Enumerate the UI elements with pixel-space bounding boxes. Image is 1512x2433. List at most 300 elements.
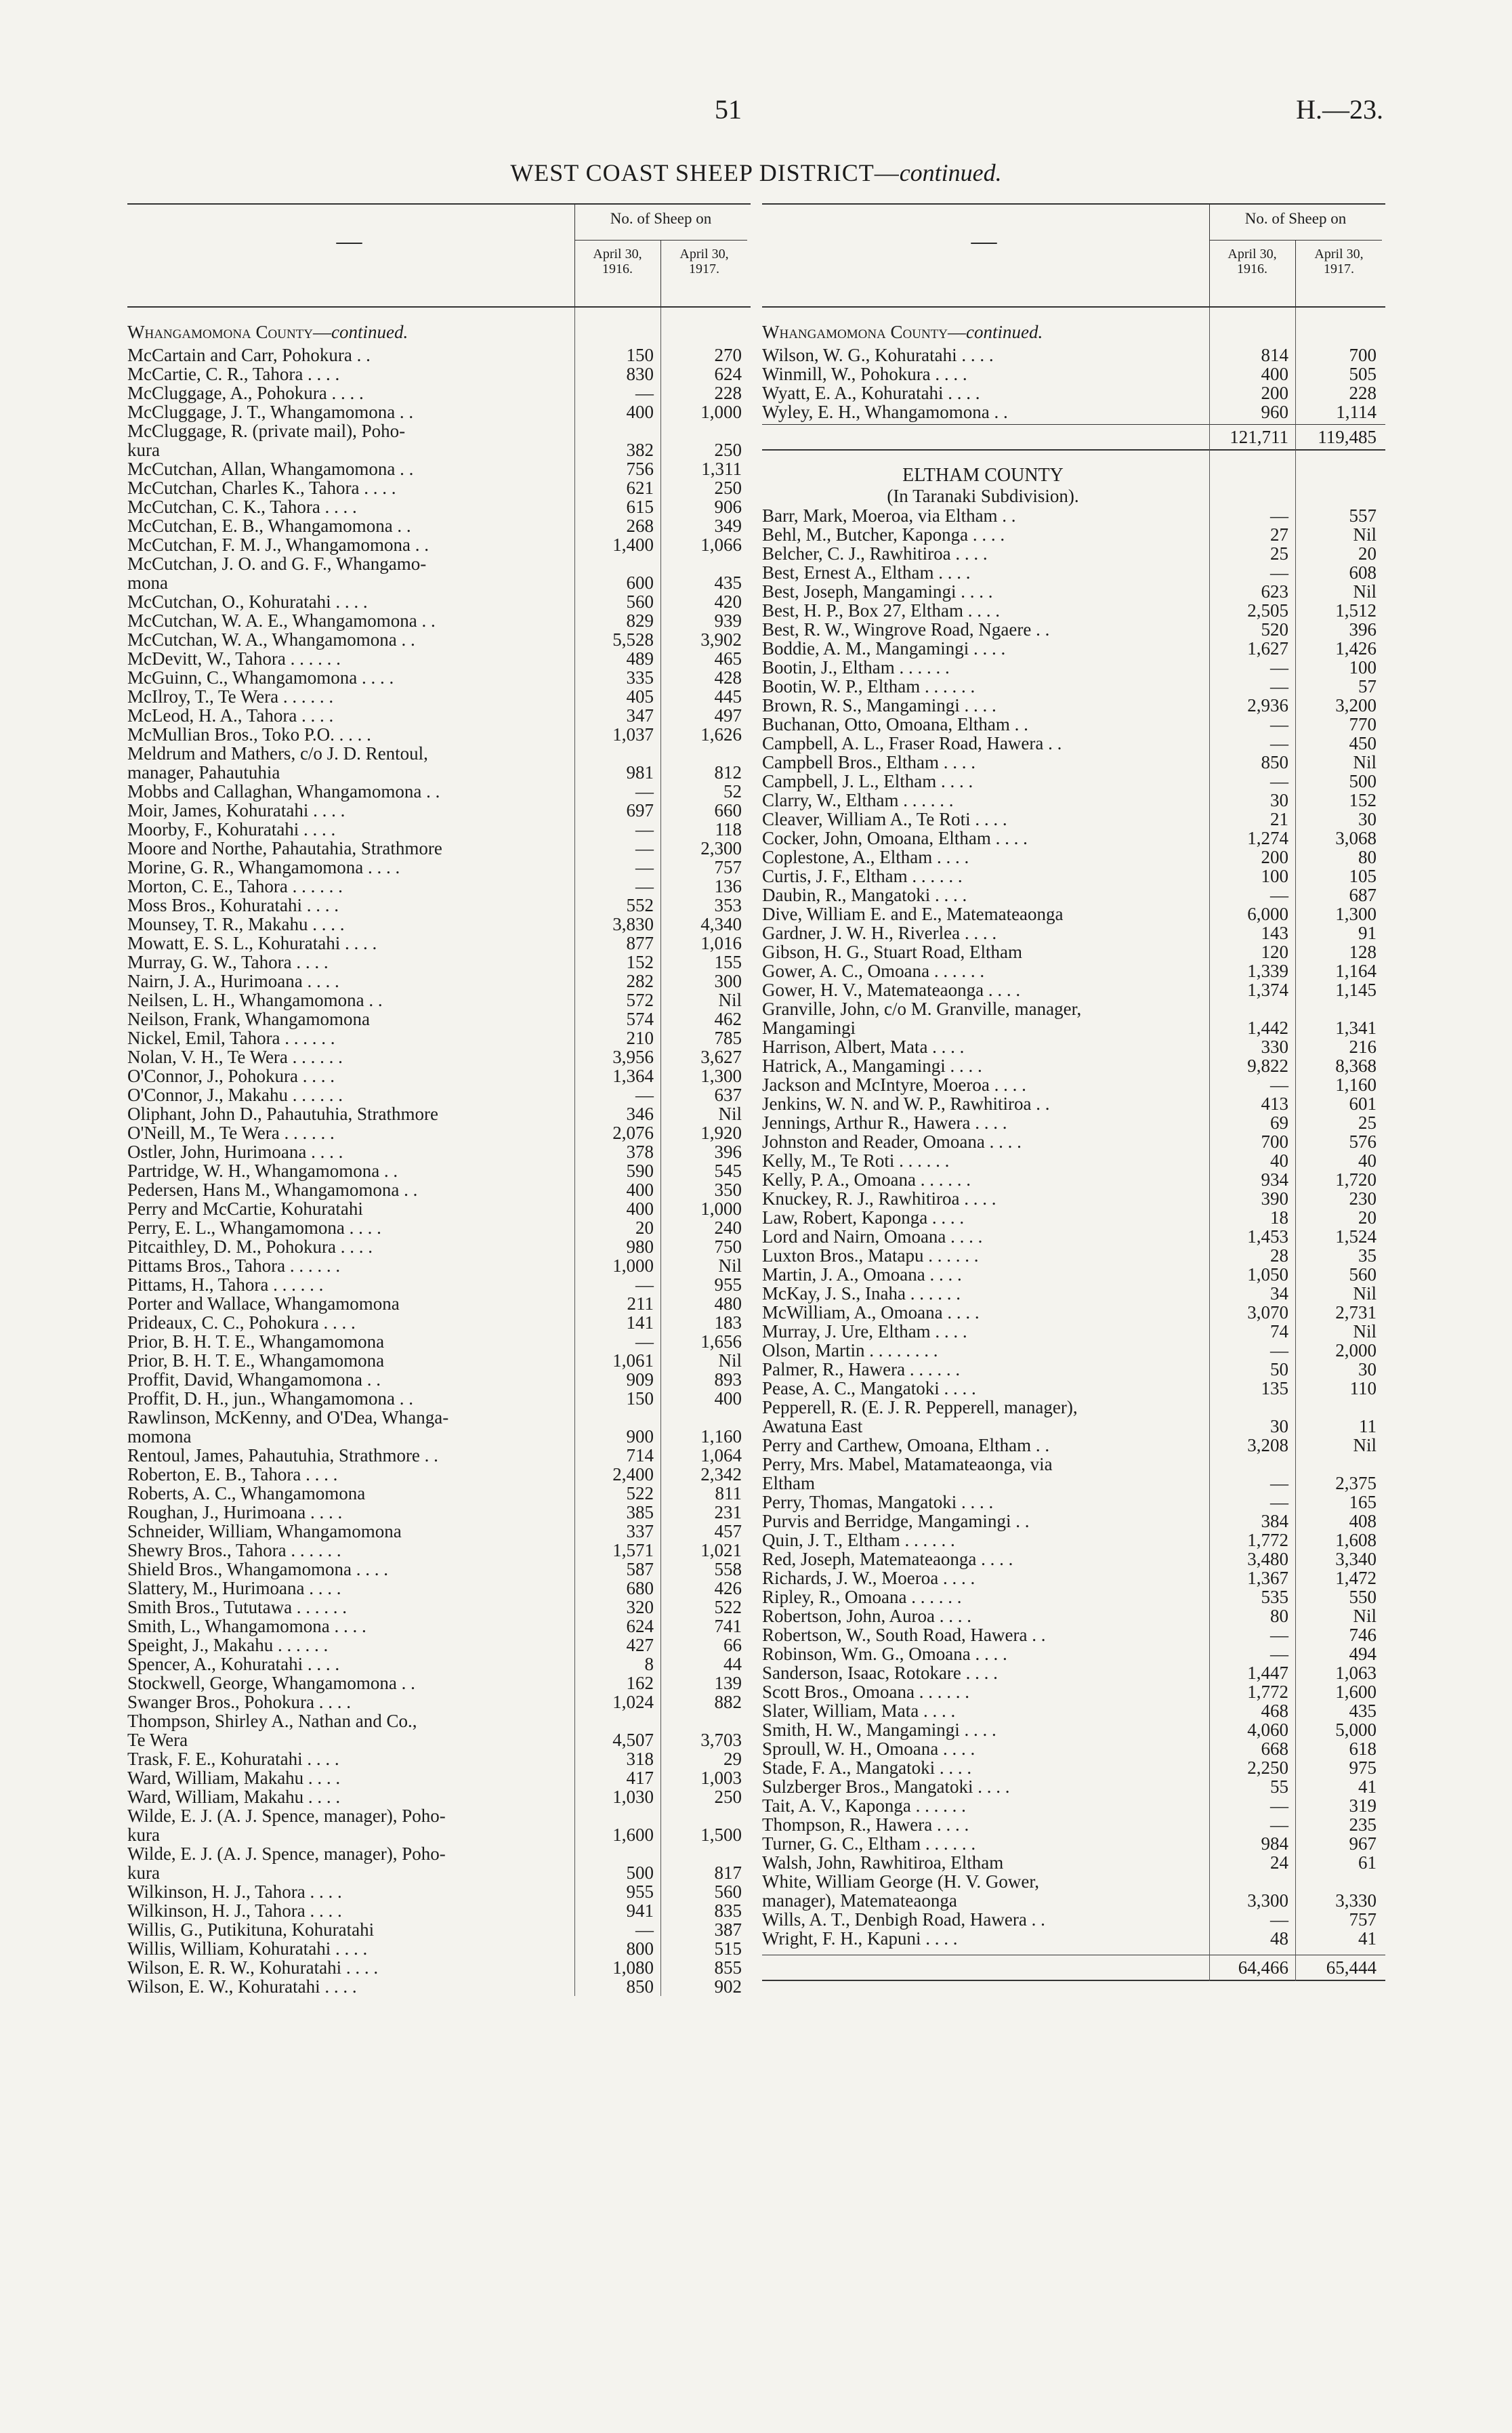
row-1917: 1,064	[700, 1445, 742, 1465]
row-name: Johnston and Reader, Omoana . . . .	[762, 1131, 1022, 1152]
row-1917: 967	[1349, 1833, 1377, 1854]
row-1916: 623	[1261, 581, 1288, 602]
table-row	[127, 1104, 751, 1123]
document-reference: H.—23.	[1296, 94, 1383, 125]
row-1916: 413	[1261, 1094, 1288, 1114]
row-1916: 385	[626, 1502, 654, 1522]
table-row	[127, 1844, 751, 1882]
table-row	[127, 1066, 751, 1085]
table-row	[127, 630, 751, 649]
row-name: McCutchan, E. B., Whangamomona . .	[127, 516, 411, 536]
row-1916: 400	[626, 1180, 654, 1200]
row-1917: 545	[714, 1161, 742, 1181]
row-name: Kelly, M., Te Roti . . . . . .	[762, 1150, 950, 1171]
row-1916: 489	[626, 648, 654, 669]
table-row	[127, 1465, 751, 1484]
row-1917: 435	[714, 573, 742, 593]
table-row	[127, 1749, 751, 1768]
table-row	[762, 1322, 1385, 1341]
row-name: Porter and Wallace, Whangamomona	[127, 1293, 400, 1314]
table-row	[127, 915, 751, 934]
row-1916: 1,050	[1247, 1264, 1288, 1285]
row-1916: —	[1270, 1625, 1288, 1645]
row-name: Slater, William, Mata . . . .	[762, 1701, 956, 1721]
table-row	[127, 346, 751, 365]
row-1916: 200	[1261, 847, 1288, 867]
row-name: Perry and McCartie, Kohuratahi	[127, 1199, 363, 1219]
table-row	[127, 1010, 751, 1028]
row-1917: 155	[714, 952, 742, 972]
row-1916: —	[1270, 714, 1288, 734]
row-1916: 1,400	[612, 535, 654, 555]
row-name: Prior, B. H. T. E., Whangamomona	[127, 1350, 385, 1371]
total-1917: 119,485	[1318, 427, 1377, 447]
row-1917: 396	[1349, 619, 1377, 640]
row-1916: 1,772	[1247, 1682, 1288, 1702]
row-1916: 143	[1261, 923, 1288, 943]
table-row	[762, 1113, 1385, 1132]
row-name: Mowatt, E. S. L., Kohuratahi . . . .	[127, 933, 377, 953]
table-row	[127, 478, 751, 497]
section-name: Whangamomona County—	[762, 322, 967, 342]
row-1916: 6,000	[1247, 904, 1288, 924]
row-1916: 1,453	[1247, 1226, 1288, 1247]
table-row	[762, 829, 1385, 848]
row-name: Pedersen, Hans M., Whangamomona . .	[127, 1180, 418, 1200]
row-1916: 1,772	[1247, 1530, 1288, 1550]
table-row	[762, 1815, 1385, 1834]
row-name: McCartain and Carr, Pohokura . .	[127, 345, 371, 365]
table-row	[762, 1550, 1385, 1568]
row-name: McCutchan, O., Kohuratahi . . . .	[127, 591, 368, 612]
row-1916: —	[635, 857, 654, 877]
row-1917: 811	[715, 1483, 742, 1503]
row-1916: 382	[626, 440, 654, 460]
row-1916: 337	[626, 1521, 654, 1541]
row-1916: —	[1270, 1492, 1288, 1512]
row-name: Brown, R. S., Mangamingi . . . .	[762, 695, 996, 715]
row-1916: 400	[626, 1199, 654, 1219]
row-name: McLeod, H. A., Tahora . . . .	[127, 705, 334, 726]
row-1916: —	[1270, 505, 1288, 526]
table-row	[762, 1303, 1385, 1322]
table-row	[762, 346, 1385, 365]
row-1916: 1,000	[612, 1255, 654, 1276]
row-name: Shewry Bros., Tahora . . . . . .	[127, 1540, 341, 1560]
table-row	[127, 1579, 751, 1598]
row-1917: 1,164	[1335, 961, 1377, 981]
row-1917: 608	[1349, 562, 1377, 583]
row-1916: 1,571	[612, 1540, 654, 1560]
row-name: Curtis, J. F., Eltham . . . . . .	[762, 866, 963, 886]
row-1917: 426	[714, 1578, 742, 1598]
table-row	[762, 1872, 1385, 1910]
table-row	[127, 1199, 751, 1218]
row-name: Bootin, J., Eltham . . . . . .	[762, 657, 950, 678]
row-1916: 615	[626, 497, 654, 517]
row-1916: 2,936	[1247, 695, 1288, 715]
row-1917: 1,016	[700, 933, 742, 953]
table-row	[127, 1503, 751, 1522]
row-1917: 3,703	[700, 1730, 742, 1750]
row-1916: 400	[1261, 364, 1288, 384]
row-name: Proffit, D. H., jun., Whangamomona . .	[127, 1388, 413, 1409]
table-row	[127, 1901, 751, 1920]
row-1917: 855	[714, 1957, 742, 1978]
row-1916: 34	[1270, 1283, 1288, 1304]
row-name: O'Neill, M., Te Wera . . . . . .	[127, 1123, 335, 1143]
row-1917: 250	[714, 1787, 742, 1807]
row-1917: 497	[714, 705, 742, 726]
row-1916: 552	[626, 895, 654, 915]
row-1917: 2,342	[700, 1464, 742, 1484]
row-name: McCutchan, W. A. E., Whangamomona . .	[127, 610, 436, 631]
row-1916: 3,830	[612, 914, 654, 934]
row-1917: 240	[714, 1218, 742, 1238]
row-1916: 80	[1270, 1606, 1288, 1626]
row-name: Sproull, W. H., Omoana . . . .	[762, 1739, 975, 1759]
row-1916: —	[1270, 1644, 1288, 1664]
row-1916: 535	[1261, 1587, 1288, 1607]
row-name: Best, H. P., Box 27, Eltham . . . .	[762, 600, 1001, 621]
row-1917: 228	[1349, 383, 1377, 403]
row-1916: 30	[1270, 1416, 1288, 1436]
row-1916: 3,956	[612, 1047, 654, 1067]
row-1917: 462	[714, 1009, 742, 1029]
row-name: Purvis and Berridge, Mangamingi . .	[762, 1511, 1030, 1531]
row-name: McCutchan, W. A., Whangamomona . .	[127, 629, 415, 650]
left-rows	[127, 346, 751, 1996]
row-1916: 120	[1261, 942, 1288, 962]
table-row	[762, 904, 1385, 923]
row-1916: 1,037	[612, 724, 654, 745]
table-row	[127, 1598, 751, 1617]
row-1916: 574	[626, 1009, 654, 1029]
row-1917: 1,524	[1335, 1226, 1377, 1247]
row-1917: 353	[714, 895, 742, 915]
row-1916: 69	[1270, 1112, 1288, 1133]
row-1916: 621	[626, 478, 654, 498]
table-row	[127, 1408, 751, 1446]
row-1916: —	[635, 383, 654, 403]
row-1917: 136	[714, 876, 742, 896]
row-1916: 560	[626, 591, 654, 612]
row-1916: 268	[626, 516, 654, 536]
row-name: Luxton Bros., Matapu . . . . . .	[762, 1245, 979, 1266]
row-1917: 457	[714, 1521, 742, 1541]
row-name: Wyatt, E. A., Kohuratahi . . . .	[762, 383, 980, 403]
row-1916: 590	[626, 1161, 654, 1181]
row-name: Wilkinson, H. J., Tahora . . . .	[127, 1900, 342, 1921]
row-1916: 1,080	[612, 1957, 654, 1978]
row-name: Stockwell, George, Whangamomona . .	[127, 1673, 415, 1693]
row-1917: 2,000	[1335, 1340, 1377, 1360]
row-1917: 435	[1349, 1701, 1377, 1721]
table-row	[127, 1047, 751, 1066]
row-1917: 216	[1349, 1037, 1377, 1057]
row-1916: 150	[626, 345, 654, 365]
table-row	[127, 365, 751, 383]
row-1916: —	[1270, 733, 1288, 753]
header-year-1917: April 30, 1917.	[1314, 247, 1364, 276]
row-1916: 318	[626, 1749, 654, 1769]
row-name: Morton, C. E., Tahora . . . . . .	[127, 876, 343, 896]
table-row	[127, 1920, 751, 1939]
row-1916: 941	[626, 1900, 654, 1921]
row-name: McMullian Bros., Toko P.O. . . . .	[127, 724, 371, 745]
section-heading-eltham: ELTHAM COUNTY	[902, 465, 1064, 486]
table-row	[127, 782, 751, 801]
row-1917: 30	[1358, 809, 1377, 829]
row-1917: 560	[1349, 1264, 1377, 1285]
row-1916: 4,507	[612, 1730, 654, 1750]
table-row	[762, 1720, 1385, 1739]
row-1916: 680	[626, 1578, 654, 1598]
row-1917: Nil	[1353, 1321, 1377, 1342]
row-1917: 139	[714, 1673, 742, 1693]
table-row	[127, 687, 751, 706]
table-row	[762, 1455, 1385, 1493]
row-1917: 3,627	[700, 1047, 742, 1067]
table-row	[127, 1332, 751, 1351]
row-name: Dive, William E. and E., Matemateaonga	[762, 904, 1064, 924]
row-name: Slattery, M., Hurimoana . . . .	[127, 1578, 341, 1598]
row-1917: 505	[1349, 364, 1377, 384]
table-row	[762, 639, 1385, 658]
table-row	[762, 506, 1385, 525]
row-1917: Nil	[1353, 1606, 1377, 1626]
row-1917: 1,063	[1335, 1663, 1377, 1683]
table-row	[127, 1655, 751, 1673]
row-1917: 624	[714, 364, 742, 384]
row-1917: 618	[1349, 1739, 1377, 1759]
table-row	[127, 934, 751, 953]
table-row	[127, 820, 751, 839]
row-1916: 24	[1270, 1852, 1288, 1873]
row-name: Scott Bros., Omoana . . . . . .	[762, 1682, 969, 1702]
row-name: Nairn, J. A., Hurimoana . . . .	[127, 971, 339, 991]
row-1917: 550	[1349, 1587, 1377, 1607]
row-1916: 1,339	[1247, 961, 1288, 981]
row-name: Moir, James, Kohuratahi . . . .	[127, 800, 345, 820]
table-row	[762, 791, 1385, 810]
row-name: Red, Joseph, Matemateaonga . . . .	[762, 1549, 1013, 1569]
row-name: Pitcaithley, D. M., Pohokura . . . .	[127, 1236, 373, 1257]
row-1916: 9,822	[1247, 1056, 1288, 1076]
row-1917: 1,920	[700, 1123, 742, 1143]
row-name: Perry and Carthew, Omoana, Eltham . .	[762, 1435, 1050, 1455]
row-1917: 428	[714, 667, 742, 688]
table-row	[127, 801, 751, 820]
row-1917: 3,068	[1335, 828, 1377, 848]
row-name: Turner, G. C., Eltham . . . . . .	[762, 1833, 976, 1854]
row-1916: 162	[626, 1673, 654, 1693]
row-name: Willis, William, Kohuratahi . . . .	[127, 1938, 368, 1959]
row-1917: Nil	[1353, 581, 1377, 602]
row-1917: 906	[714, 497, 742, 517]
row-1917: 500	[1349, 771, 1377, 791]
row-1917: 465	[714, 648, 742, 669]
row-1917: 637	[714, 1085, 742, 1105]
header-sheep-count: No. of Sheep on	[610, 210, 712, 227]
table-row	[762, 1910, 1385, 1929]
row-1916: —	[1270, 1075, 1288, 1095]
table-row	[762, 1701, 1385, 1720]
row-name: Perry, E. L., Whangamomona . . . .	[127, 1218, 381, 1238]
row-name: Oliphant, John D., Pahautuhia, Strathmore	[127, 1104, 438, 1124]
row-1916: 829	[626, 610, 654, 631]
row-name: McDevitt, W., Tahora . . . . . .	[127, 648, 341, 669]
row-1917: 57	[1358, 676, 1377, 696]
table-row	[127, 1484, 751, 1503]
table-row	[127, 1617, 751, 1636]
table-row	[127, 1768, 751, 1787]
row-1916: 346	[626, 1104, 654, 1124]
table-row	[127, 383, 751, 402]
table-row	[127, 706, 751, 725]
row-name: Meldrum and Mathers, c/o J. D. Rentoul, manager, Pahautuhia	[127, 743, 428, 783]
row-name: Roughan, J., Hurimoana . . . .	[127, 1502, 343, 1522]
row-1917: 494	[1349, 1644, 1377, 1664]
row-1917: 939	[714, 610, 742, 631]
row-name: Behl, M., Butcher, Kaponga . . . .	[762, 524, 1005, 545]
row-1916: —	[1270, 1814, 1288, 1835]
row-1916: 900	[626, 1426, 654, 1447]
table-row	[762, 1170, 1385, 1189]
table-row	[762, 1436, 1385, 1455]
row-name: Nolan, V. H., Te Wera . . . . . .	[127, 1047, 343, 1067]
table-row	[127, 1389, 751, 1408]
row-1917: 1,300	[700, 1066, 742, 1086]
row-name: Moore and Northe, Pahautahia, Strathmore	[127, 838, 442, 858]
table-row	[127, 858, 751, 877]
row-name: Best, R. W., Wingrove Road, Ngaere . .	[762, 619, 1050, 640]
row-1916: 934	[1261, 1169, 1288, 1190]
page-title-main: WEST COAST SHEEP DISTRICT—	[510, 159, 900, 186]
row-name: McCartie, C. R., Tahora . . . .	[127, 364, 340, 384]
row-name: Gower, H. V., Matemateaonga . . . .	[762, 980, 1021, 1000]
row-name: Wills, A. T., Denbigh Road, Hawera . .	[762, 1909, 1045, 1930]
table-row	[762, 753, 1385, 772]
total-1916: 121,711	[1230, 427, 1288, 447]
row-1917: 105	[1349, 866, 1377, 886]
table-row	[127, 1977, 751, 1996]
table-row	[127, 1958, 751, 1977]
table-row	[762, 1531, 1385, 1550]
table-row	[127, 1806, 751, 1844]
table-row	[127, 1541, 751, 1560]
row-1916: 814	[1261, 345, 1288, 365]
row-1917: 522	[714, 1597, 742, 1617]
table-row	[127, 421, 751, 459]
row-name: Kelly, P. A., Omoana . . . . . .	[762, 1169, 971, 1190]
row-1916: 141	[626, 1312, 654, 1333]
table-row	[762, 658, 1385, 677]
table-row	[762, 867, 1385, 886]
row-1916: 1,442	[1247, 1018, 1288, 1038]
table-row	[762, 696, 1385, 715]
row-1916: 520	[1261, 619, 1288, 640]
row-1916: 3,300	[1247, 1890, 1288, 1911]
row-1916: —	[1270, 676, 1288, 696]
row-name: Murray, J. Ure, Eltham . . . .	[762, 1321, 967, 1342]
row-1916: 850	[1261, 752, 1288, 772]
table-row	[127, 1787, 751, 1806]
row-name: Mobbs and Callaghan, Whangamomona . .	[127, 781, 440, 802]
row-name: Pittams, H., Tahora . . . . . .	[127, 1274, 324, 1295]
row-1917: 5,000	[1335, 1720, 1377, 1740]
row-1917: 2,731	[1335, 1302, 1377, 1323]
table-row	[127, 1446, 751, 1465]
table-row	[762, 942, 1385, 961]
table-row	[127, 1560, 751, 1579]
row-name: Smith, H. W., Mangamingi . . . .	[762, 1720, 996, 1740]
row-1917: 80	[1358, 847, 1377, 867]
table-row	[127, 1218, 751, 1237]
row-1916: 48	[1270, 1928, 1288, 1949]
table-row	[127, 839, 751, 858]
table-row	[127, 1711, 751, 1749]
row-1917: 41	[1358, 1928, 1377, 1949]
table-row	[127, 1692, 751, 1711]
row-1916: 427	[626, 1635, 654, 1655]
row-1917: 1,341	[1335, 1018, 1377, 1038]
row-1917: Nil	[1353, 1435, 1377, 1455]
row-name: Mounsey, T. R., Makahu . . . .	[127, 914, 345, 934]
row-name: Neilsen, L. H., Whangamomona . .	[127, 990, 383, 1010]
row-1916: 522	[626, 1483, 654, 1503]
row-1917: 118	[715, 819, 742, 839]
row-1917: 450	[1349, 733, 1377, 753]
row-1917: 20	[1358, 543, 1377, 564]
row-1917: 35	[1358, 1245, 1377, 1266]
table-row	[127, 744, 751, 782]
row-name: Speight, J., Makahu . . . . . .	[127, 1635, 329, 1655]
table-row	[127, 1256, 751, 1275]
table-row	[127, 497, 751, 516]
table-row	[127, 991, 751, 1010]
row-name: Roberton, E. B., Tahora . . . .	[127, 1464, 338, 1484]
row-1916: 135	[1261, 1378, 1288, 1398]
row-1917: 785	[714, 1028, 742, 1048]
row-1916: —	[1270, 562, 1288, 583]
row-1916: —	[635, 838, 654, 858]
row-name: Campbell, A. L., Fraser Road, Hawera . .	[762, 733, 1062, 753]
row-name: Coplestone, A., Eltham . . . .	[762, 847, 969, 867]
row-1917: 387	[714, 1919, 742, 1940]
row-name: Jackson and McIntyre, Moeroa . . . .	[762, 1075, 1026, 1095]
table-row	[762, 1853, 1385, 1872]
row-1916: 850	[626, 1976, 654, 1997]
row-name: Ripley, R., Omoana . . . . . .	[762, 1587, 962, 1607]
row-1917: 1,066	[700, 535, 742, 555]
row-name: Pease, A. C., Mangatoki . . . .	[762, 1378, 976, 1398]
row-1917: Nil	[718, 990, 742, 1010]
row-name: Smith, L., Whangamomona . . . .	[127, 1616, 366, 1636]
row-name: Schneider, William, Whangamomona	[127, 1521, 402, 1541]
table-row	[762, 1056, 1385, 1075]
row-name: McGuinn, C., Whangamomona . . . .	[127, 667, 394, 688]
section-heading	[127, 308, 751, 346]
row-1916: 335	[626, 667, 654, 688]
table-row	[762, 980, 1385, 999]
row-name: Pittams Bros., Tahora . . . . . .	[127, 1255, 341, 1276]
row-1916: 5,528	[612, 629, 654, 650]
table-row	[762, 810, 1385, 829]
row-1917: 757	[714, 857, 742, 877]
row-name: Stade, F. A., Mangatoki . . . .	[762, 1758, 972, 1778]
row-name: McIlroy, T., Te Wera . . . . . .	[127, 686, 334, 707]
